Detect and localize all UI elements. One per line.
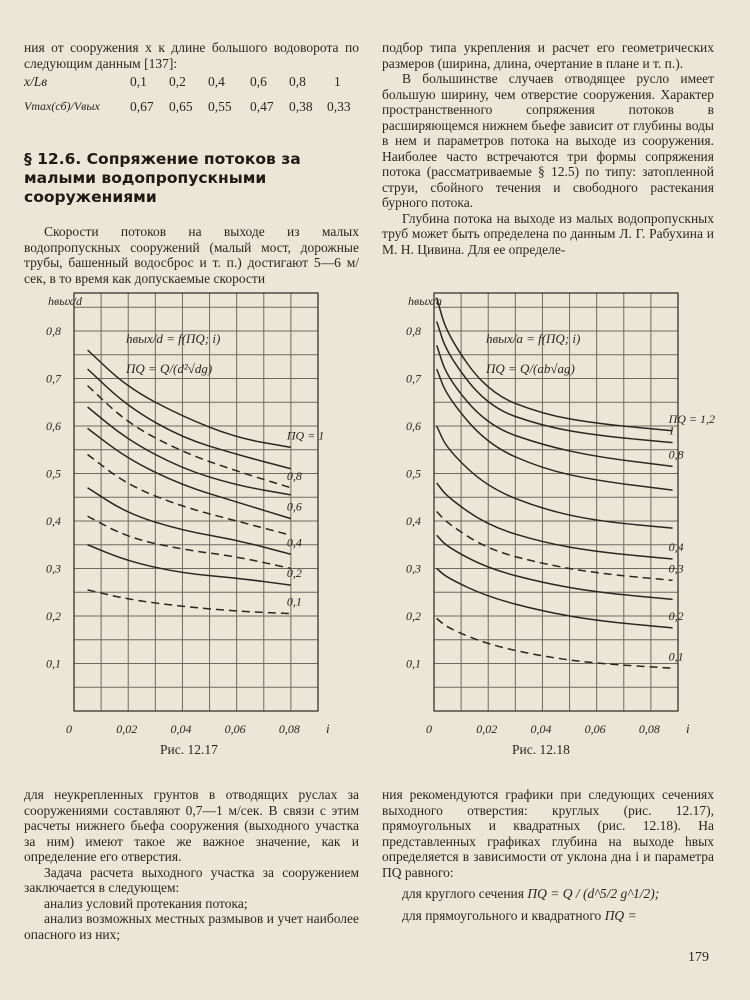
cell: 0,38	[289, 99, 313, 114]
paragraph: Задача расчета выходного участка за сооружением заключается в следующем:	[24, 864, 359, 895]
left-bottom-text	[24, 787, 359, 942]
list-item: анализ условий протекания потока;	[44, 895, 248, 911]
cell: 0,47	[250, 99, 274, 114]
y-tick-label: 0,3	[46, 561, 61, 576]
series-label: 0,1	[668, 649, 684, 664]
intro-text: ния от сооружения x к длине большого водоворота по следующим данным [137]:	[24, 40, 359, 71]
formula: ПQ = Q / (d^5/2 g^1/2);	[527, 886, 660, 901]
series-label: 0,3	[668, 561, 684, 576]
series-label: 0,4	[286, 535, 302, 550]
y-tick-label: 0,6	[46, 419, 61, 433]
y-tick-label: 0,2	[46, 609, 61, 623]
x-axis-label: i	[686, 721, 690, 735]
formula-1: hвых/d = f(ПQ; i)	[126, 331, 221, 346]
page-number: 179	[688, 950, 709, 965]
series-label: 0,1	[286, 594, 302, 609]
x-tick-label: 0,08	[278, 722, 300, 735]
left-para	[24, 224, 359, 286]
cell: 0,65	[169, 99, 193, 114]
series-label: 0,6	[286, 499, 302, 514]
paragraph: для неукрепленных грунтов в отводящих руслах за сооружениями составляют 0,7—1 м/сек. В связи с этим расчеты нижнего бьефа сооружения (выходного участка за ним) имеют такое же важное значение, как и определение его отверстия.	[24, 787, 359, 864]
formula-round-line	[382, 886, 714, 902]
table-row-v	[24, 99, 364, 117]
cell: 0,1	[130, 74, 147, 89]
right-top-text	[382, 40, 714, 257]
y-tick-label: 0,7	[406, 371, 421, 386]
series-label: 1	[668, 423, 675, 438]
row-label-x: x/Lв	[24, 74, 48, 89]
cell: 0,67	[130, 99, 154, 114]
cell: 0,55	[208, 99, 232, 114]
formula-2: ПQ = Q/(ab√ag)	[486, 361, 575, 376]
caption-fig-12-18: Рис. 12.18	[512, 742, 570, 757]
formula-label: для прямоугольного и квадратного	[402, 907, 602, 923]
formula-1: hвых/a = f(ПQ; i)	[486, 331, 581, 346]
series-label: ПQ = 1,2	[668, 411, 716, 426]
paragraph: подбор типа укрепления и расчет его геометрических размеров (ширина, длина, очертание в плане и т. п.).	[382, 40, 714, 71]
series-line	[437, 423, 675, 528]
series-label: 0,4	[668, 540, 684, 554]
cell: 0,6	[250, 74, 267, 89]
paragraph: Глубина потока на выходе из малых водопропускных труб может быть определена по данным Л. Г. Рабухина и М. Н. Цивина. Для ее определе-	[382, 210, 714, 257]
formula-label: для круглого сечения	[402, 886, 524, 901]
series-line	[437, 512, 673, 581]
formula-rect-line	[382, 908, 714, 924]
series-line	[88, 590, 291, 614]
series-label: 0,2	[286, 566, 302, 581]
cell: 0,4	[208, 74, 225, 89]
cell: 0,8	[289, 74, 306, 89]
series-line	[437, 618, 673, 668]
x-tick-label: 0,06	[224, 722, 246, 735]
section-heading: § 12.6. Сопряжение потоков за малыми водопропускными сооружениями	[24, 150, 301, 206]
series-line	[88, 516, 291, 568]
cell: 1	[334, 74, 341, 89]
x-tick-label: 0,04	[170, 722, 192, 735]
right-bottom-text	[382, 787, 714, 923]
x-tick-label: 0,02	[116, 722, 138, 735]
series-label: 0,8	[668, 447, 684, 462]
y-tick-label: 0,5	[406, 466, 421, 481]
caption-fig-12-17: Рис. 12.17	[160, 742, 218, 757]
chart-fig-12-17	[40, 285, 360, 735]
formula: ПQ =	[604, 907, 637, 923]
y-tick-label: 0,4	[406, 514, 421, 528]
row-label-v: Vmax(сб)/Vвых	[24, 99, 100, 113]
series-label: 0,8	[286, 468, 302, 483]
paragraph: Скорости потоков на выходе из малых водопропускных сооружений (малый мост, дорожные трубы, башенный водосброс и т. п.) достигают 5—6 м/сек, в то время как допускаемые скорости	[24, 224, 359, 286]
x-tick-label: 0,04	[530, 722, 552, 735]
x-axis-label: i	[326, 721, 330, 735]
plot-frame	[434, 293, 678, 711]
x-tick-label: 0,06	[584, 722, 606, 735]
y-tick-label: 0,4	[46, 514, 61, 528]
cell: 0,2	[169, 74, 186, 89]
series-line	[88, 386, 291, 488]
x-tick-label: 0,08	[638, 722, 660, 735]
chart-fig-12-18	[400, 285, 720, 735]
x-tick-label: 0	[426, 722, 432, 735]
y-axis-label: hвых/a	[408, 294, 442, 308]
left-intro	[24, 40, 359, 71]
y-tick-label: 0,1	[46, 656, 61, 671]
x-tick-label: 0,02	[476, 722, 498, 735]
y-tick-label: 0,8	[46, 324, 61, 338]
y-tick-label: 0,1	[406, 656, 421, 671]
y-tick-label: 0,3	[406, 561, 421, 576]
cell: 0,33	[327, 99, 351, 114]
list-item: анализ возможных местных размывов и учет наиболее опасного из них;	[24, 911, 359, 942]
y-tick-label: 0,2	[406, 609, 421, 623]
formula-2: ПQ = Q/(d²√dg)	[126, 361, 213, 376]
series-line	[88, 455, 291, 536]
x-tick-label: 0	[66, 722, 72, 735]
series-label: 0,2	[668, 608, 684, 623]
grid	[434, 293, 678, 711]
paragraph: В большинстве случаев отводящее русло имеет большую ширину, чем отверстие сооружения. Характер пространственного сопряжения потоков в расширяющемся нижнем бьефе зависит от глубины воды в нем и параметров потока на выходе из сооружения. Наиболее часто встречаются три формы сопряжения потока (рассматриваемые § 12.5) по типу: затопленной струи, сбойного течения и свободного растекания бурного потока.	[382, 71, 714, 210]
y-tick-label: 0,7	[46, 371, 61, 386]
y-tick-label: 0,5	[46, 466, 61, 481]
y-axis-label: hвых/d	[48, 294, 82, 308]
series-label: ПQ = 1	[286, 428, 325, 443]
table-row-x	[24, 74, 364, 92]
paragraph: ния рекомендуются графики при следующих сечениях выходного отверстия: круглых (рис. 12.17), прямоугольных и квадратных (рис. 12.18). На представленных графиках глубина на выходе hвых определяется в зависимости от уклона дна i и параметра ПQ равного:	[382, 787, 714, 880]
y-tick-label: 0,6	[406, 419, 421, 433]
y-tick-label: 0,8	[406, 324, 421, 338]
